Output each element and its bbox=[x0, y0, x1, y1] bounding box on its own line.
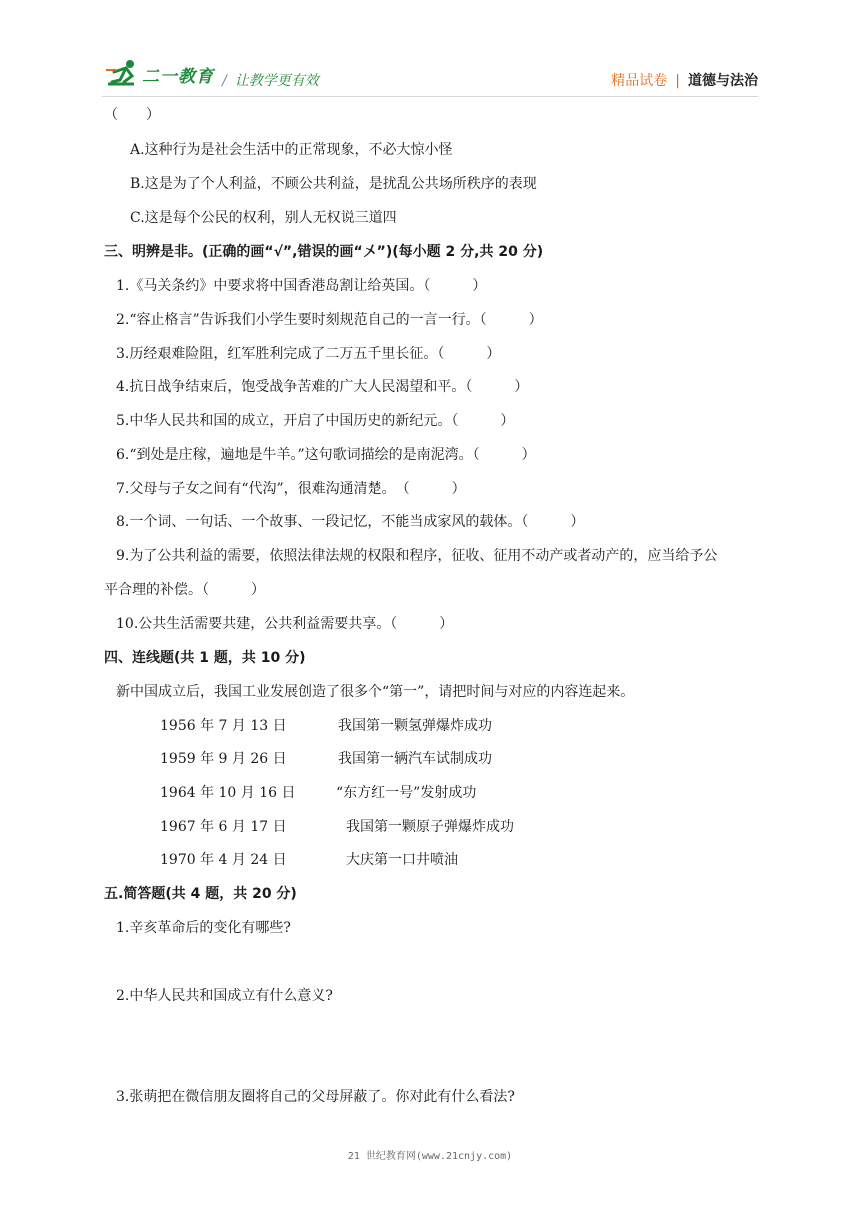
header-divider bbox=[102, 96, 758, 97]
judge-item-1: 1.《马关条约》中要求将中国香港岛割让给英国。（ ） bbox=[116, 278, 487, 294]
short-answer-1: 1.辛亥革命后的变化有哪些? bbox=[116, 920, 291, 936]
matching-intro: 新中国成立后，我国工业发展创造了很多个“第一”，请把时间与对应的内容连起来。 bbox=[116, 684, 635, 700]
section-4-title: 四、连线题(共 1 题，共 10 分) bbox=[104, 650, 306, 666]
match-date-4: 1967 年 6 月 17 日 bbox=[160, 819, 287, 835]
logo-text: 二一教育 bbox=[142, 67, 214, 87]
judge-item-6: 6.“到处是庄稼，遍地是牛羊。”这句歌词描绘的是南泥湾。（ ） bbox=[116, 447, 536, 463]
match-event-3: “东方红一号”发射成功 bbox=[336, 785, 477, 801]
match-event-2: 我国第一辆汽车试制成功 bbox=[338, 751, 492, 767]
match-event-5: 大庆第一口井喷油 bbox=[346, 852, 458, 868]
judge-item-7: 7.父母与子女之间有“代沟”，很难沟通清楚。 （ ） bbox=[116, 481, 466, 497]
page-footer: 21 世纪教育网(www.21cnjy.com) bbox=[347, 1151, 513, 1162]
match-date-3: 1964 年 10 月 16 日 bbox=[160, 785, 296, 801]
judge-item-9-cont: 平合理的补偿。（ ） bbox=[104, 582, 265, 598]
option-b: B.这是为了个人利益，不顾公共利益，是扰乱公共场所秩序的表现 bbox=[130, 176, 537, 192]
slogan: / 让教学更有效 bbox=[222, 73, 319, 89]
page-header bbox=[0, 0, 860, 100]
answer-bracket: （ ） bbox=[104, 107, 160, 123]
match-date-5: 1970 年 4 月 24 日 bbox=[160, 852, 287, 868]
judge-item-2: 2.“容止格言”告诉我们小学生要时刻规范自己的一言一行。（ ） bbox=[116, 312, 543, 328]
option-c: C.这是每个公民的权利，别人无权说三道四 bbox=[130, 210, 397, 226]
brand-label: 精品试卷 | 道德与法治 bbox=[611, 73, 758, 89]
short-answer-3: 3.张萌把在微信朋友圈将自己的父母屏蔽了。你对此有什么看法? bbox=[116, 1089, 515, 1105]
judge-item-3: 3.历经艰难险阻，红军胜利完成了二万五千里长征。（ ） bbox=[116, 346, 501, 362]
match-date-2: 1959 年 9 月 26 日 bbox=[160, 751, 287, 767]
match-date-1: 1956 年 7 月 13 日 bbox=[160, 718, 287, 734]
section-3-title: 三、明辨是非。(正确的画“√”,错误的画“〤”)(每小题 2 分,共 20 分) bbox=[104, 244, 544, 260]
judge-item-5: 5.中华人民共和国的成立，开启了中国历史的新纪元。（ ） bbox=[116, 413, 515, 429]
match-event-4: 我国第一颗原子弹爆炸成功 bbox=[346, 819, 514, 835]
judge-item-10: 10.公共生活需要共建，公共利益需要共享。（ ） bbox=[116, 616, 454, 632]
judge-item-4: 4.抗日战争结束后，饱受战争苦难的广大人民渴望和平。（ ） bbox=[116, 379, 529, 395]
option-a: A.这种行为是社会生活中的正常现象，不必大惊小怪 bbox=[130, 142, 453, 158]
judge-item-9: 9.为了公共利益的需要，依照法律法规的权限和程序，征收、征用不动产或者动产的，应当给予公 bbox=[116, 548, 718, 564]
match-event-1: 我国第一颗氢弹爆炸成功 bbox=[338, 718, 492, 734]
section-5-title: 五.简答题(共 4 题，共 20 分) bbox=[104, 886, 297, 902]
judge-item-8: 8.一个词、一句话、一个故事、一段记忆，不能当成家风的载体。（ ） bbox=[116, 514, 585, 530]
short-answer-2: 2.中华人民共和国成立有什么意义? bbox=[116, 988, 333, 1004]
